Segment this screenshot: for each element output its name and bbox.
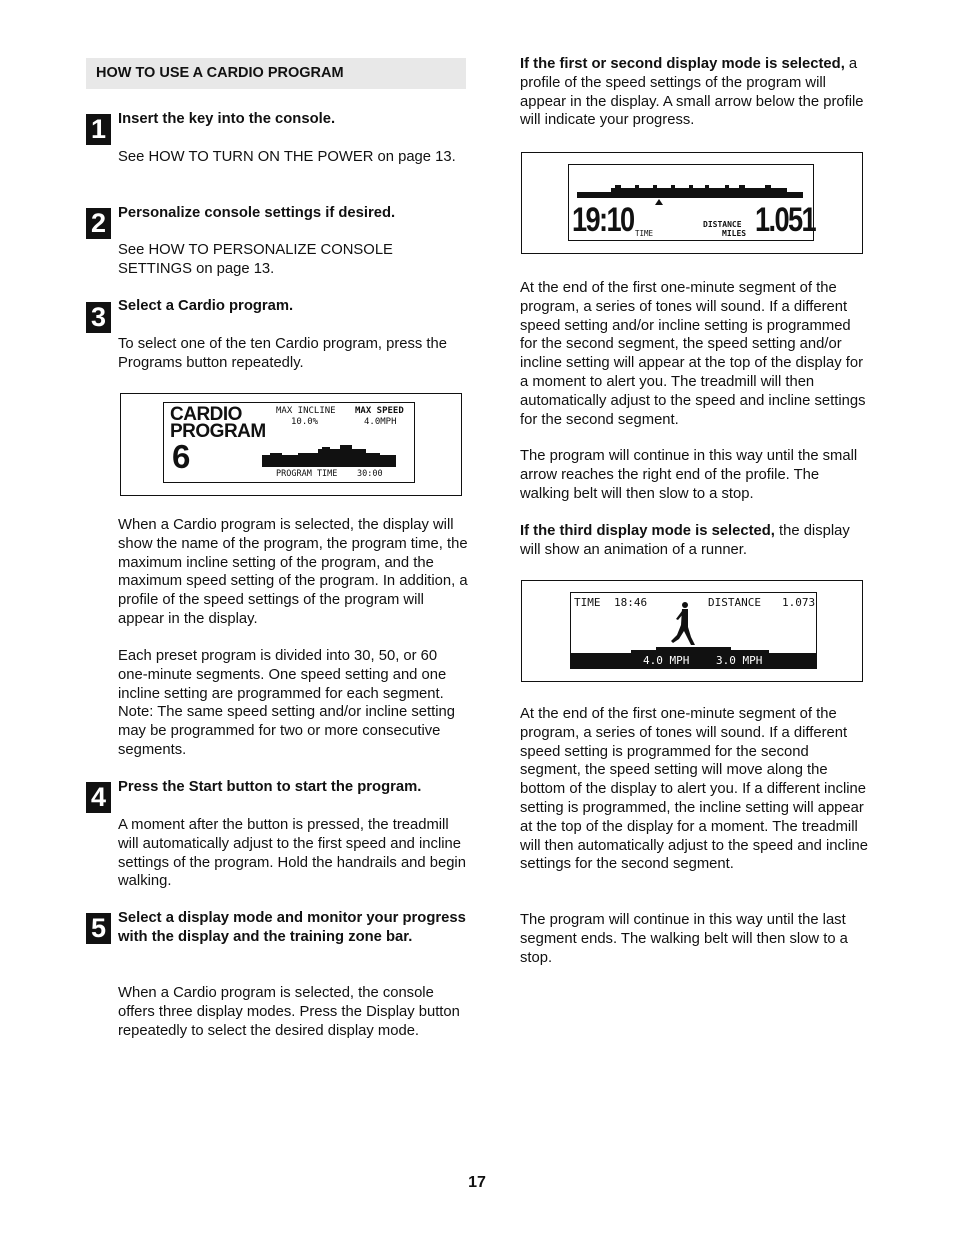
step-4-body: A moment after the button is pressed, the treadmill will automatically adjust to the first speed and incline settings of the program. Hold the handrails and begin walking. — [118, 817, 466, 890]
cardio-program-display — [120, 393, 462, 496]
step-1-body: See HOW TO TURN ON THE POWER on page 13. — [118, 149, 456, 165]
section-header — [86, 58, 466, 89]
paragraph-program-segments: Each preset program is divided into 30, 50, or 60 one-minute segments. One speed setting and one incline setting are programmed for each segment. Note: The same speed setting and/or incline setting may be programmed for two or more consecutive segments. — [118, 648, 455, 758]
step-4-heading: Press the Start button to start the program. — [118, 779, 422, 795]
paragraph-end-first-segment: At the end of the first one-minute segment of the program, a series of tones will sound. If a different speed setting and/or incline setting is programmed for the second segment, the speed setting and/or incline setting will appear at the top of the display for a moment to alert you. The treadmill will then automatically adjust to the speed and incline settings for the second segment. — [520, 280, 866, 428]
mode-1-2-rest: a profile of the speed settings of the program will appear in the display. A small arrow below the profile will indicate your progress. — [520, 56, 864, 129]
program-name-line1: CARDIO — [170, 404, 242, 425]
runner-animation-display — [521, 580, 863, 682]
paragraph-mode-3 — [520, 522, 872, 560]
step-5-heading: Select a display mode and monitor your progress with the display and the training zone bar. — [118, 910, 466, 945]
paragraph-continue-last-segment: The program will continue in this way until the last segment ends. The walking belt will then slow to a stop. — [520, 912, 848, 966]
program-number: 6 — [172, 438, 191, 475]
max-speed-value: 4.0MPH — [364, 417, 397, 427]
speed-profile-graph — [577, 180, 805, 200]
runner-time-label: TIME — [574, 596, 601, 609]
step-3-body: To select one of the ten Cardio program, press the Programs button repeatedly. — [118, 336, 447, 371]
page-number: 17 — [468, 1174, 486, 1191]
step-number-2: 2 — [86, 208, 111, 239]
step-3-heading: Select a Cardio program. — [118, 298, 294, 314]
runner-distance-value: 1.073 — [782, 596, 816, 609]
max-speed-label: MAX SPEED — [355, 406, 404, 416]
mode-1-2-lead: If the first or second display mode is selected, — [520, 56, 845, 72]
time-label: TIME — [635, 229, 654, 238]
paragraph-end-first-segment-2: At the end of the first one-minute segment of the program, a series of tones will sound. If a different speed setting is programmed for the second segment, the speed setting will move along the bottom of the display to alert you. If a different incline setting is programmed, the incline setting will appear at the top of the display for a moment. The treadmill will then automatically adjust to the speed and incline settings for the second segment. — [520, 706, 868, 873]
runner-time-value: 18:46 — [614, 596, 648, 609]
speed-profile-lcd — [568, 164, 814, 241]
mode-3-rest: the display will show an animation of a runner. — [520, 523, 850, 558]
cardio-program-lcd — [163, 402, 415, 483]
miles-label: MILES — [722, 229, 747, 238]
paragraph-mode-1-2 — [520, 55, 872, 130]
mode-3-lead: If the third display mode is selected, — [520, 523, 775, 539]
step-number-3: 3 — [86, 302, 111, 333]
distance-value: 1.051 — [755, 201, 816, 239]
paragraph-continue-arrow: The program will continue in this way until the small arrow reaches the right end of the profile. The walking belt will then slow to a stop. — [520, 448, 858, 502]
program-time-value: 30:00 — [357, 469, 383, 479]
section-title: HOW TO USE A CARDIO PROGRAM — [96, 65, 344, 81]
step-2-body: See HOW TO PERSONALIZE CONSOLE SETTINGS on page 13. — [118, 242, 393, 277]
speed-profile-display — [521, 152, 863, 254]
step-2-heading: Personalize console settings if desired. — [118, 205, 396, 221]
step-number-4: 4 — [86, 782, 111, 813]
belt-profile-bar — [571, 643, 816, 668]
max-incline-value: 10.0% — [291, 417, 319, 427]
runner-lcd — [570, 592, 817, 669]
distance-label: DISTANCE — [703, 220, 742, 229]
max-incline-label: MAX INCLINE — [276, 406, 336, 416]
progress-arrow-icon — [654, 199, 664, 207]
program-time-label: PROGRAM TIME — [276, 469, 338, 479]
elapsed-time-value: 19:10 — [572, 201, 634, 239]
runner-speed-1: 4.0 MPH — [643, 654, 690, 667]
program-name-line2: PROGRAM — [170, 421, 266, 442]
paragraph-program-selected: When a Cardio program is selected, the display will show the name of the program, the program time, the maximum incline setting of the program, and the maximum speed setting of the program. In addition, a profile of the speed settings of the program will appear in the display. — [118, 517, 468, 627]
step-number-5: 5 — [86, 913, 111, 944]
runner-distance-label: DISTANCE — [708, 596, 761, 609]
step-5-body: When a Cardio program is selected, the console offers three display modes. Press the Display button repeatedly to select the desired display mode. — [118, 985, 460, 1039]
step-1-heading: Insert the key into the console. — [118, 111, 336, 127]
runner-speed-2: 3.0 MPH — [716, 654, 763, 667]
speed-profile-bars — [262, 443, 398, 467]
step-number-1: 1 — [86, 114, 111, 145]
